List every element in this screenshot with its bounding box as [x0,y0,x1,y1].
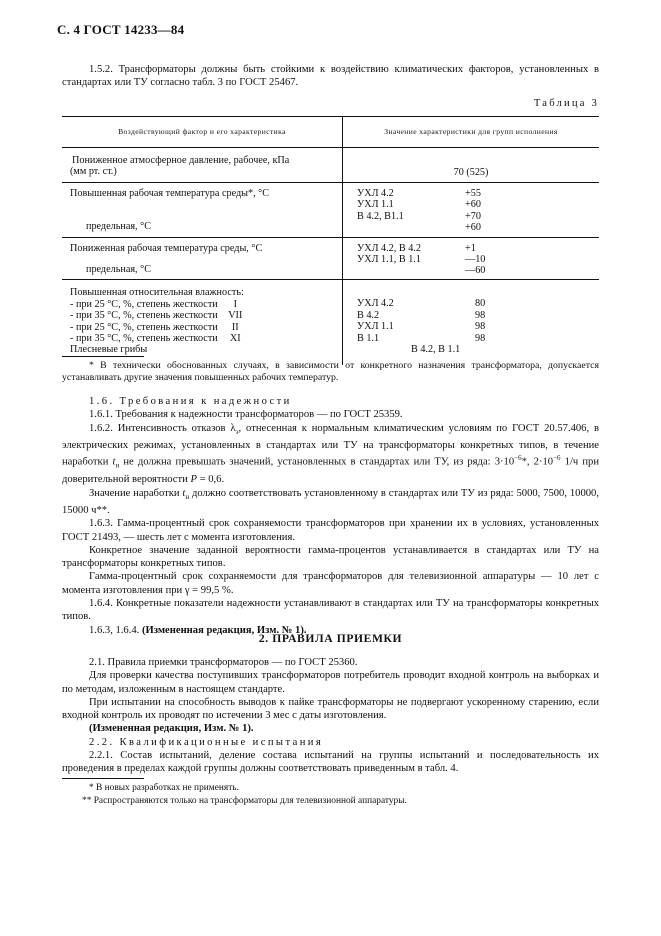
page-header: С. 4 ГОСТ 14233—84 [57,22,185,37]
section-2: 2.1. Правила приемки трансформаторов — по ГОСТ 25360. Для проверки качества поступивших трансформаторов потребитель проводит входной контроль на выборках и по методам, изложенным в настоящем стандарте. При испытании на способность выводов к пайке трансформаторы не подвергают ускоренному старению, если входной контроль их проводят по истечении 3 мес с даты изготовления. (Измененная редакция, Изм. № 1). 2.2. Квалификационные испытания 2.2.1. Состав испытаний, деление состава испытаний на группы испытаний и последовательность их проведения в пределах каждой группы должны соответствовать приведенным в табл. 4. [62,657,599,775]
clause-1-6-2: 1.6.2. Интенсивность отказов $\lambda_э$, отнесенная к нормальным климатическим условиям по ГОСТ 20.57.406, в электрических режимах, установленных в стандартах или ТУ на трансформаторы конкретных типов, в течение наработки $t_н$ не должна превышать значений, установленных в стандартах или ТУ, из ряда: $3\cdot 10^{-6}*$, $2\cdot 10^{-6}$ 1/ч при доверительной вероятности P = 0,6. [62,422,600,486]
footnote-1: * В новых разработках не применять. [89,783,239,793]
section-2-2-title: 2.2. Квалификационные испытания [89,736,324,748]
table-header-row [62,117,599,148]
edit-note-2: (Измененная редакция, Изм. № 1). [89,723,254,735]
section-1-6-title: 1.6. Требования к надежности [89,396,292,407]
table-row-pressure: Пониженное атмосферное давление, рабочее, кПа (мм рт. ст.) 70 (525) [62,148,599,183]
table-row-humidity: Повышенная относительная влажность: - при 25 °С, %, степень жесткости I - при 35 °С, %, степень жесткости VII - при 25 °С, %, степень жесткости II - при 35 °С, %, степень жесткости XI Плесневые грибы УХЛ 4.2 80 В 4.2 98 УХЛ 1.1 98 В 1.1 98 В 4.2, В 1.1 [62,280,599,365]
col1-header: Воздействующий фактор и его характеристика [62,117,343,148]
table-footnote-rule [62,356,144,357]
section-1-6: 1.6. Требования к надежности 1.6.1. Требования к надежности трансформаторов — по ГОСТ 25359. 1.6.2. Интенсивность отказов $\lambda_э$, отнесенная к нормальным климатическим условиям по ГОСТ 20.57.406, в электрических режимах, установленных в стандартах или ТУ на трансформаторы конкретных типов, в течение наработки $t_н$ не должна превышать значений, установленных в стандартах или ТУ, из ряда: $3\cdot 10^{-6}*$, $2\cdot 10^{-6}$ 1/ч при доверительной вероятности P = 0,6. Значение наработки $t_н$ должно соответствовать установленному в стандартах или ТУ из ряда: 5000, 7500, 10000, 15000 ч**. 1.6.3. Гамма-процентный срок сохраняемости трансформаторов при хранении их в условиях, установленных ГОСТ 21493, — шесть лет с момента изготовления. Конкретное значение заданной вероятности гамма-процентов устанавливается в стандартах или ТУ на трансформаторы конкретных типов. Гамма-процентный срок сохраняемости для трансформаторов для телевизионной аппаратуры — 10 лет с момента изготовления при γ = 99,5 %. 1.6.4. Конкретные показатели надежности устанавливают в стандартах или ТУ на трансформаторы конкретных типов. 1.6.3, 1.6.4. (Измененная редакция, Изм. № 1). [62,396,600,636]
clause-1-5-2: 1.5.2. Трансформаторы должны быть стойкими к воздействию климатических факторов, установленных в стандартах или ТУ согласно табл. 3 по ГОСТ 25467. [62,64,599,89]
footnote-2: ** Распространяются только на трансформаторы для телевизионной аппаратуры. [82,796,407,806]
table-row-high-temp: Повышенная рабочая температура среды*, °С предельная, °С УХЛ 4.2 +55 УХЛ 1.1 +60 В 4.2, В1.1 +70 +60 [62,182,599,237]
table-3 [62,116,599,365]
section-2-title: 2. ПРАВИЛА ПРИЕМКИ [258,632,403,645]
col2-header: Значение характеристики для групп исполнения [343,117,600,148]
table-caption: Таблица 3 [533,98,599,109]
table-row-low-temp: Пониженная рабочая температура среды, °С предельная, °С УХЛ 4.2, В 4.2 +1 УХЛ 1.1, В 1.1 —10 —60 [62,237,599,280]
table-footnote: * В технически обоснованных случаях, в зависимости от конкретного назначения трансформатора, допускается устанавливать другие значения повышенных рабочих температур. [62,360,599,384]
page-footnote-rule [62,778,144,779]
clause-nar: Значение наработки $t_н$ должно соответствовать установленному в стандартах или ТУ из ряда: 5000, 7500, 10000, 15000 ч**. [62,487,599,516]
edit-note-1: 1.6.3, 1.6.4. (Измененная редакция, Изм. № 1). [89,624,307,636]
